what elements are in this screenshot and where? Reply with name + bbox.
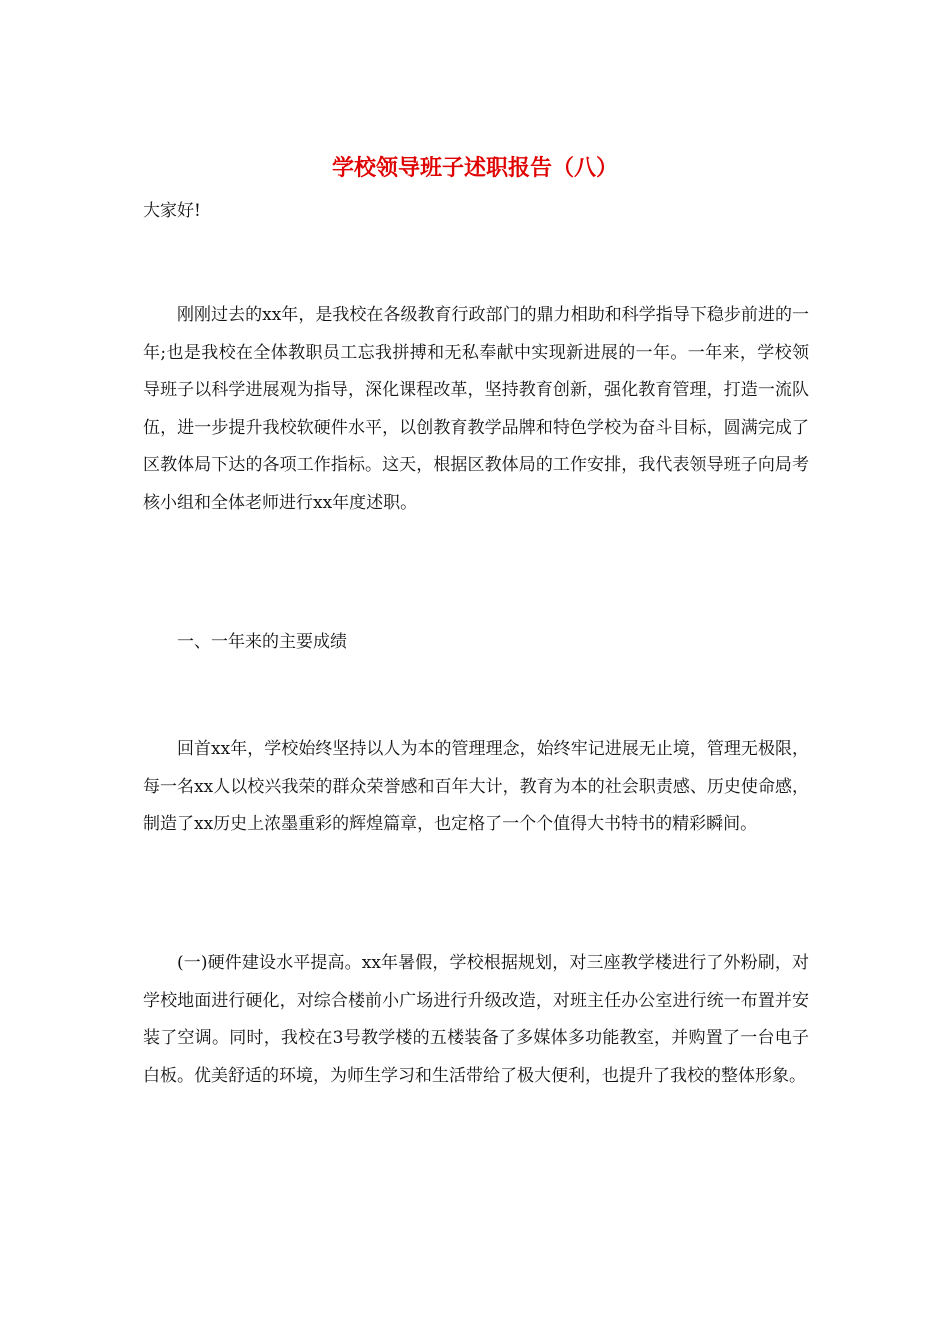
document-title: 学校领导班子述职报告（八）	[331, 155, 618, 181]
greeting: 大家好!	[143, 201, 201, 221]
paragraph-hardware: (一)硬件建设水平提高。xx年暑假，学校根据规划，对三座教学楼进行了外粉刷，对学校地面进行硬化，对综合楼前小广场进行升级改造，对班主任办公室进行统一布置并安装了空调。同时，我校在3号教学楼的五楼装备了多媒体多功能教室，并购置了一台电子白板。优美舒适的环境，为师生学习和生活带给了极大便利，也提升了我校的整体形象。	[143, 953, 809, 1086]
paragraph-review: 回首xx年，学校始终坚持以人为本的管理理念，始终牢记进展无止境，管理无极限，每一名xx人以校兴我荣的群众荣誉感和百年大计，教育为本的社会职责感、历史使命感，制造了xx历史上浓墨重彩的辉煌篇章，也定格了一个个值得大书特书的精彩瞬间。	[143, 739, 809, 834]
paragraph-intro: 刚刚过去的xx年，是我校在各级教育行政部门的鼎力相助和科学指导下稳步前进的一年;也是我校在全体教职员工忘我拼搏和无私奉献中实现新进展的一年。一年来，学校领导班子以科学进展观为指导，深化课程改革，坚持教育创新，强化教育管理，打造一流队伍，进一步提升我校软硬件水平，以创教育教学品牌和特色学校为奋斗目标，圆满完成了区教体局下达的各项工作指标。这天，根据区教体局的工作安排，我代表领导班子向局考核小组和全体老师进行xx年度述职。	[143, 305, 809, 513]
section-heading: 一、一年来的主要成绩	[177, 632, 347, 652]
